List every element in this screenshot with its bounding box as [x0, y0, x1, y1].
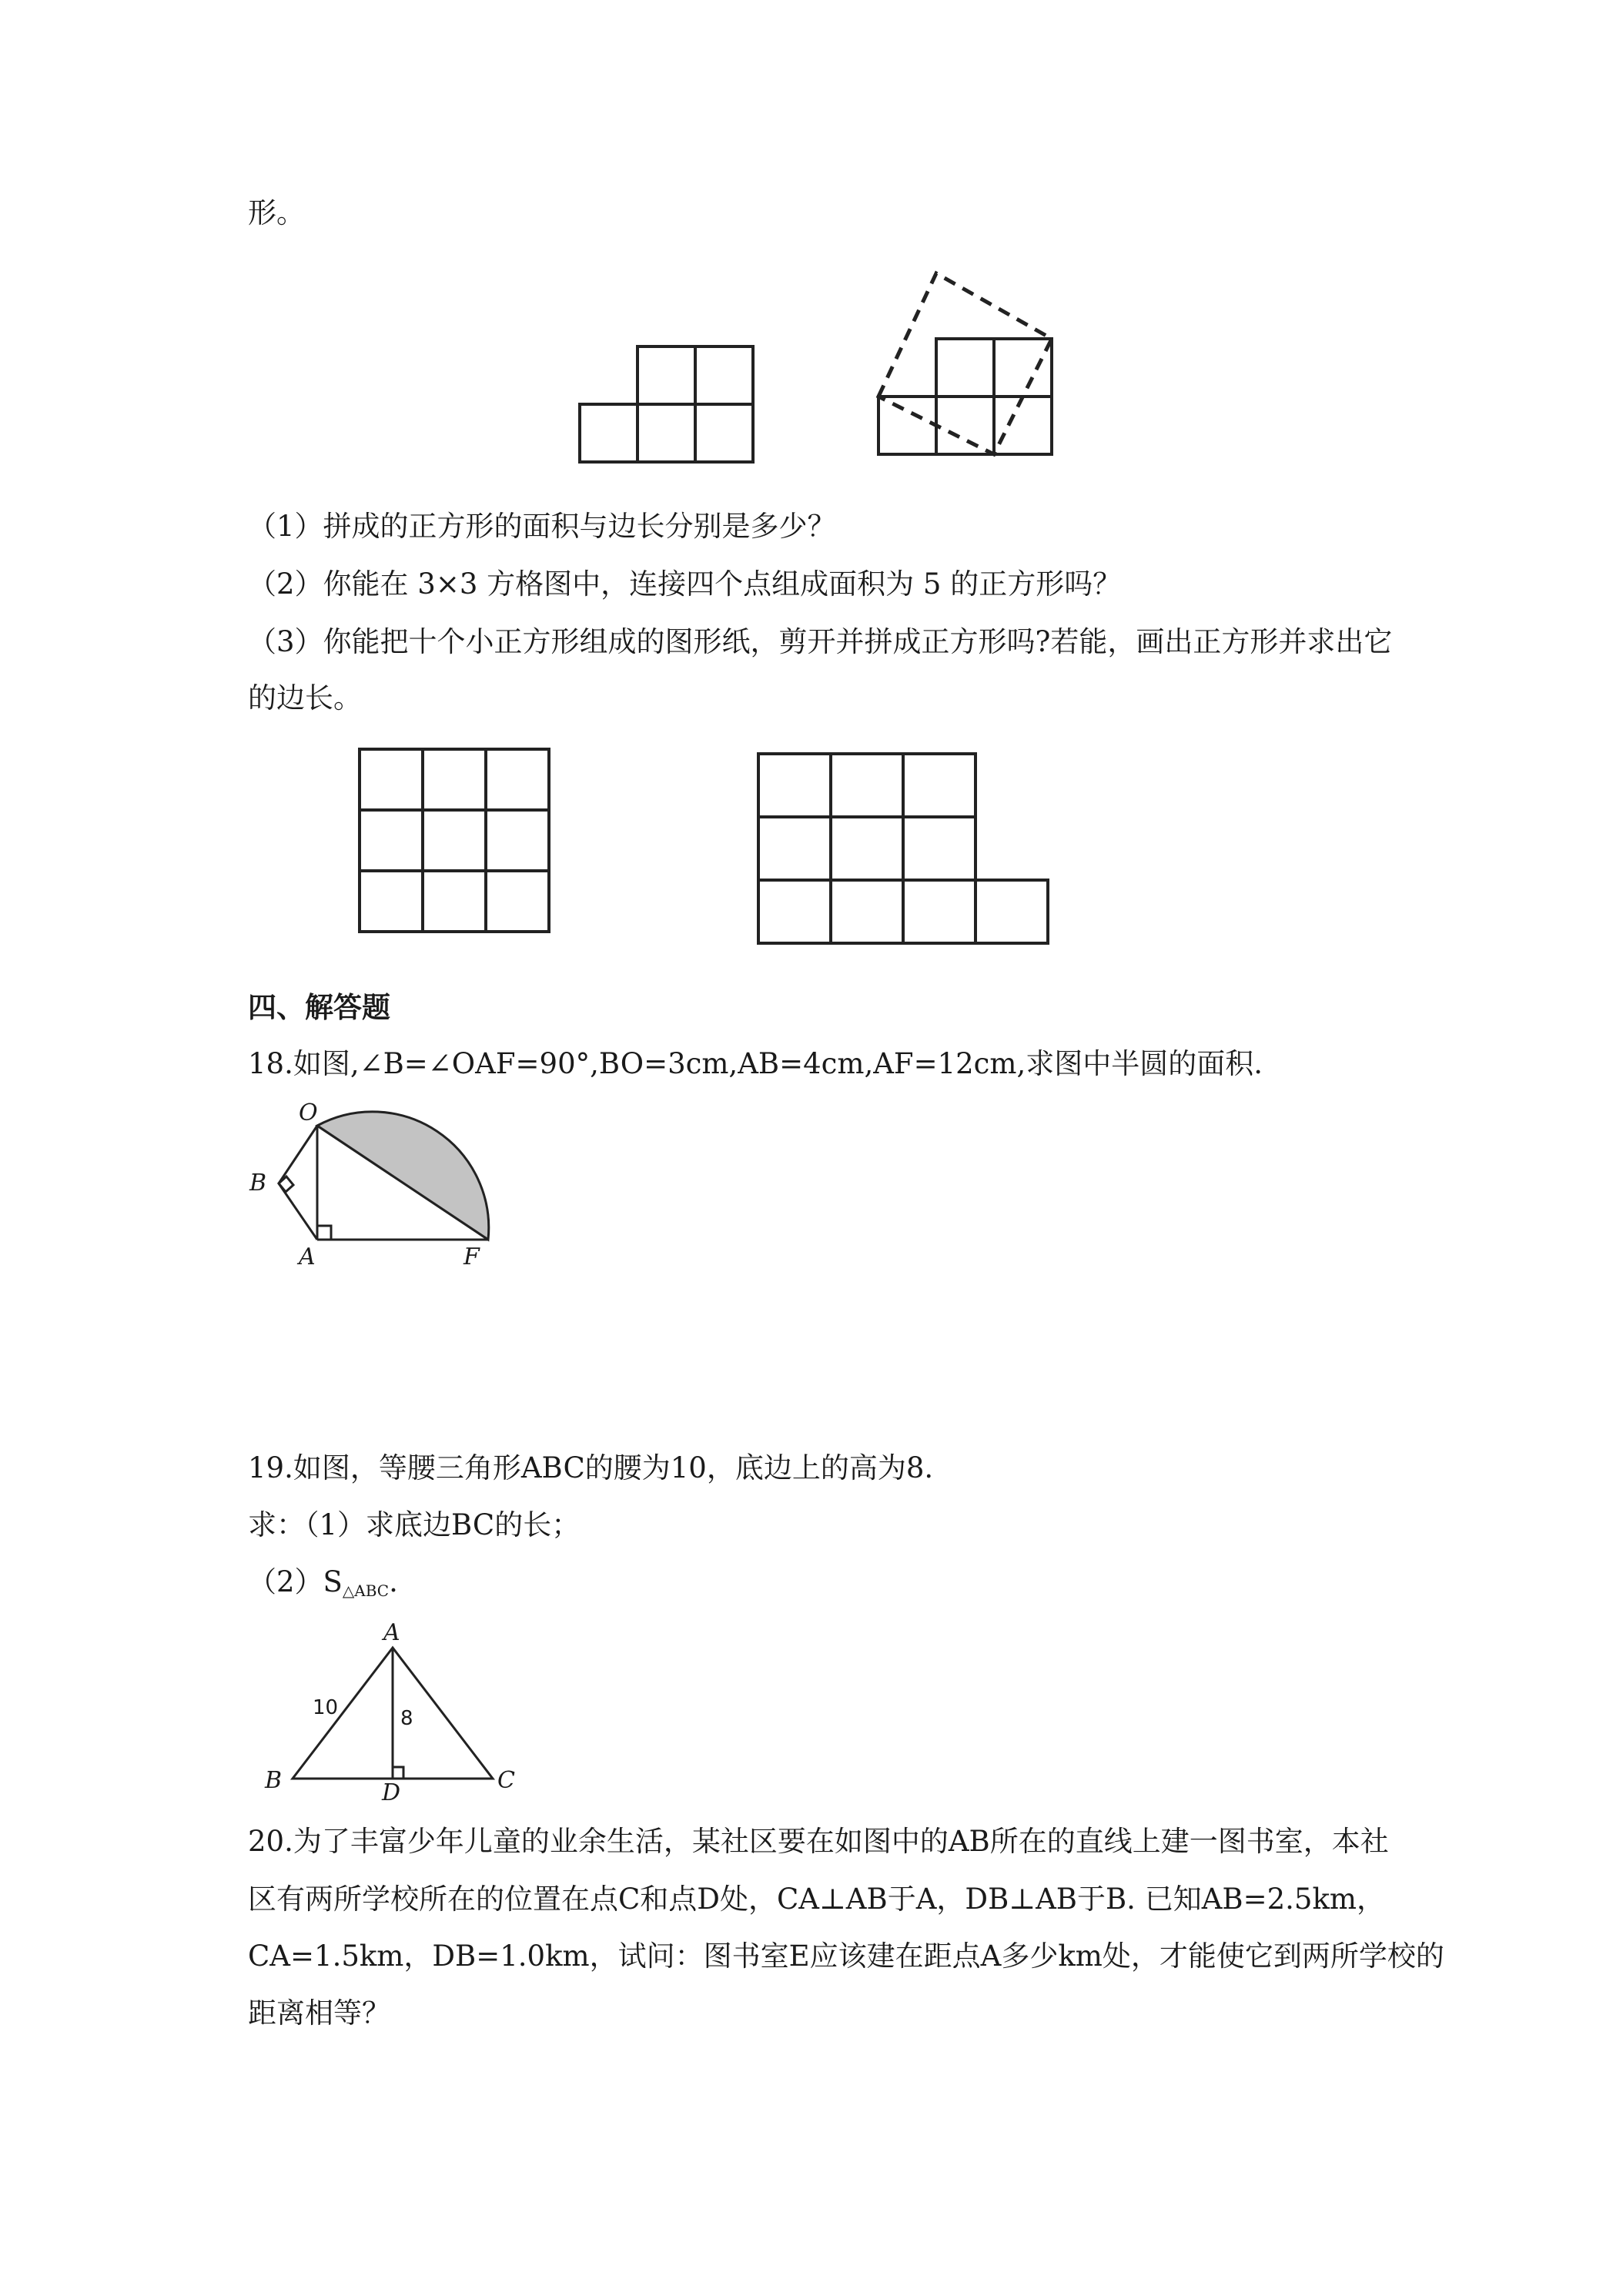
problem-20-line-3: CA=1.5km，DB=1.0km，试问：图书室E应该建在距点A多少km处，才能使它到两所学校的	[248, 1940, 1444, 1973]
label-B: B	[265, 1767, 283, 1794]
section-heading: 四、解答题	[248, 991, 390, 1024]
problem-20-line-1: 20.为了丰富少年儿童的业余生活，某社区要在如图中的AB所在的直线上建一图书室，本社	[248, 1825, 1389, 1858]
problem-18: 18.如图,∠B=∠OAF=90°,BO=3cm,AB=4cm,AF=12cm,求图中半圆的面积.	[248, 1047, 1263, 1080]
question-3-line-1: （3）你能把十个小正方形组成的图形纸，剪开并拼成正方形吗?若能，画出正方形并求出它	[248, 625, 1393, 658]
label-F: F	[463, 1243, 480, 1270]
question-2: （2）你能在 3×3 方格图中，连接四个点组成面积为 5 的正方形吗？	[248, 567, 1122, 601]
text-line: 形。	[248, 196, 305, 229]
question-3-line-2: 的边长。	[248, 681, 362, 715]
label-C: C	[497, 1767, 515, 1794]
dashed-square-figure	[875, 269, 1083, 470]
isosceles-triangle-figure	[254, 1617, 531, 1806]
problem-19: 19.如图，等腰三角形ABC的腰为10，底边上的高为8.	[248, 1451, 934, 1484]
ten-squares-figure	[755, 750, 1047, 947]
five-squares-figure	[576, 345, 761, 468]
question-1: （1）拼成的正方形的面积与边长分别是多少？	[248, 510, 836, 543]
period: .	[389, 1565, 398, 1598]
label-B: B	[249, 1170, 267, 1197]
problem-20-line-4: 距离相等？	[248, 1996, 390, 2030]
label-D: D	[382, 1779, 401, 1806]
grid-3x3-figure	[356, 745, 556, 938]
triangle-subscript: △ABC	[342, 1581, 390, 1600]
height-label: 8	[400, 1707, 413, 1730]
label-A: A	[383, 1619, 400, 1646]
label-A: A	[299, 1243, 316, 1270]
part-2-label: （2）S	[248, 1565, 343, 1598]
semicircle-figure	[240, 1093, 517, 1270]
side-length-label: 10	[313, 1696, 339, 1719]
label-O: O	[299, 1099, 318, 1126]
problem-20-line-2: 区有两所学校所在的位置在点C和点D处，CA⊥AB于A，DB⊥AB于B. 已知AB=2.5km，	[248, 1883, 1385, 1916]
problem-19-part-1: 求：（1）求底边BC的长；	[248, 1508, 581, 1541]
problem-19-part-2	[248, 1565, 398, 1600]
